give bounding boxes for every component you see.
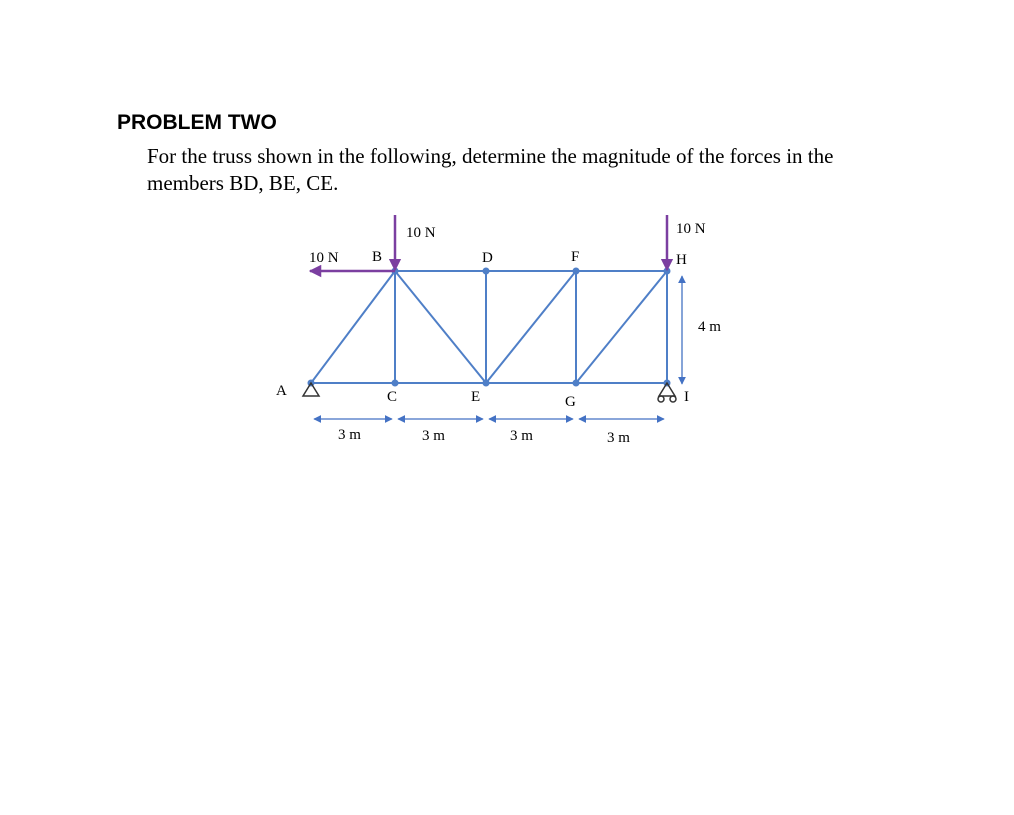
node-label-h: H (676, 252, 687, 268)
node-label-i: I (684, 389, 689, 405)
member-ab (311, 271, 395, 383)
load-label-vertical-h: 10 N (676, 221, 706, 237)
node-label-e: E (471, 389, 481, 405)
truss-joints (308, 268, 671, 387)
node-label-c: C (387, 389, 398, 405)
member-be (395, 271, 486, 383)
dimension-label-height: 4 m (698, 319, 721, 335)
load-label-horizontal-b: 10 N (309, 250, 339, 266)
problem-title: PROBLEM TWO (117, 111, 277, 134)
dimension-lines (314, 276, 682, 419)
node-label-a: A (276, 383, 287, 399)
joint-f (573, 268, 580, 275)
node-label-g: G (565, 394, 576, 410)
joint-e (483, 380, 490, 387)
node-label-b: B (372, 249, 383, 265)
dimension-label-span-1: 3 m (338, 427, 361, 443)
dimension-label-span-3: 3 m (510, 428, 533, 444)
joint-c (392, 380, 399, 387)
truss-members (311, 271, 667, 383)
load-label-vertical-b: 10 N (406, 225, 436, 241)
dimension-label-span-4: 3 m (607, 430, 630, 446)
joint-d (483, 268, 490, 275)
member-ef (486, 271, 576, 383)
node-label-f: F (571, 249, 580, 265)
joint-g (573, 380, 580, 387)
node-label-d: D (482, 250, 493, 266)
dimension-label-span-2: 3 m (422, 428, 445, 444)
problem-statement: For the truss shown in the following, determine the magnitude of the forces in the members BD, BE, CE. (147, 144, 834, 195)
member-gh (576, 271, 667, 383)
